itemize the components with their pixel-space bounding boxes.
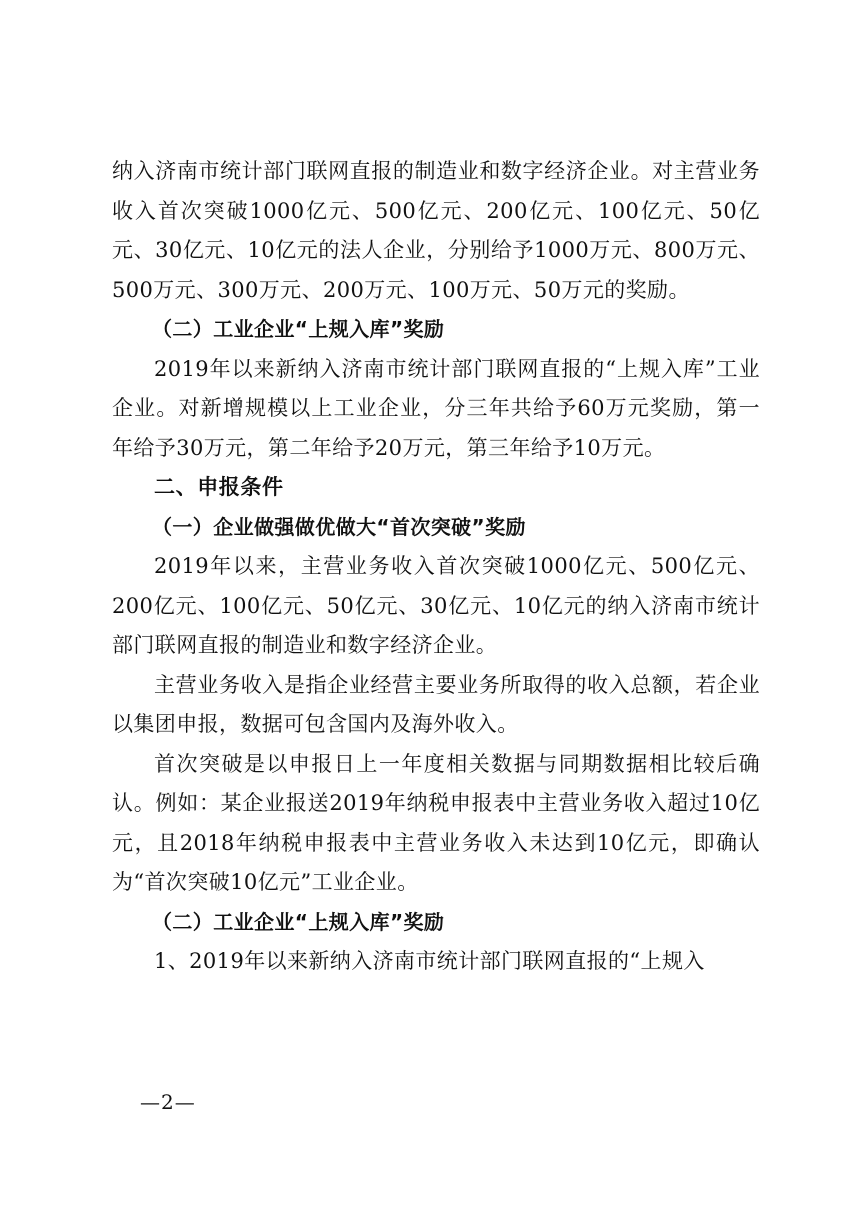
paragraph-first-breakthrough-conditions: 2019年以来，主营业务收入首次突破1000亿元、500亿元、200亿元、100亿元、50亿元、30亿元、10亿元的纳入济南市统计部门联网直报的制造业和数字经济企业。	[112, 554, 760, 657]
subheading-industrial-above-scale-conditions: （二）工业企业“上规入库”奖励	[152, 909, 445, 934]
subheading-industrial-above-scale: （二）工业企业“上规入库”奖励	[152, 317, 445, 341]
page-number: —2—	[140, 1090, 196, 1114]
paragraph-continuation: 纳入济南市统计部门联网直报的制造业和数字经济企业。对主营业务收入首次突破1000亿元、500亿元、200亿元、100亿元、50亿元、30亿元、10亿元的法人企业，分别给予1000万元、800万元、500万元、300万元、200万元、100万元、50万元的奖励。	[112, 159, 760, 302]
section-heading-application-conditions: 二、申报条件	[154, 475, 284, 499]
paragraph-main-business-income-definition: 主营业务收入是指企业经营主要业务所取得的收入总额，若企业以集团申报，数据可包含国内及海外收入。	[112, 672, 760, 736]
paragraph-above-scale-condition-1: 1、2019年以来新纳入济南市统计部门联网直报的“上规入	[154, 949, 705, 973]
document-body	[112, 152, 760, 982]
paragraph-above-scale-reward: 2019年以来新纳入济南市统计部门联网直报的“上规入库”工业企业。对新增规模以上工业企业，分三年共给予60万元奖励，第一年给予30万元，第二年给予20万元，第三年给予10万元。	[112, 356, 760, 460]
subheading-first-breakthrough: （一）企业做强做优做大“首次突破”奖励	[152, 514, 526, 539]
paragraph-first-breakthrough-definition: 首次突破是以申报日上一年度相关数据与同期数据相比较后确认。例如：某企业报送2019年纳税申报表中主营业务收入超过10亿元，且2018年纳税申报表中主营业务收入未达到10亿元，即确认为“首次突破10亿元”工业企业。	[112, 751, 760, 894]
